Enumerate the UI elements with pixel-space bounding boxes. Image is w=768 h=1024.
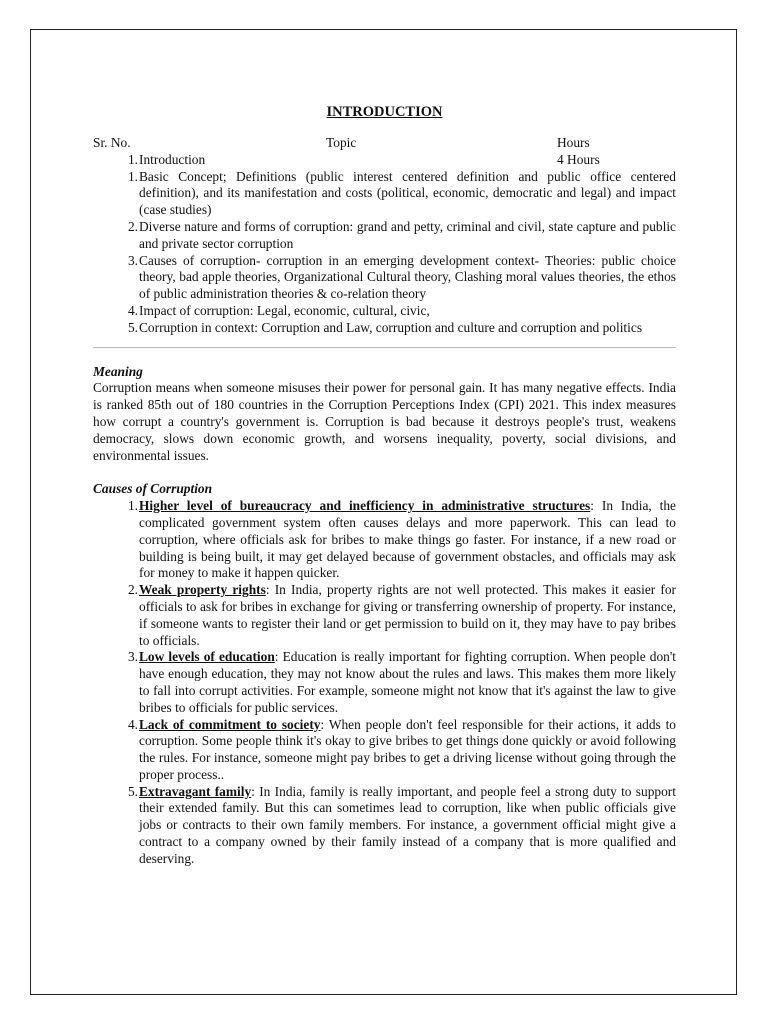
cause-item	[93, 582, 676, 649]
topic-row	[93, 152, 676, 169]
header-hours: Hours	[557, 134, 590, 150]
topic-hours: 4 Hours	[557, 151, 600, 167]
cause-number: 5.	[127, 783, 138, 799]
cause-body	[139, 649, 676, 716]
topics-table-body	[93, 152, 676, 337]
topic-number: 1.	[127, 168, 138, 184]
topics-table-header	[93, 135, 676, 152]
meaning-heading: Meaning	[93, 363, 143, 379]
cause-number: 1.	[127, 498, 138, 514]
topic-number: 2.	[127, 218, 138, 234]
cause-number: 4.	[127, 716, 138, 732]
cause-number: 2.	[127, 582, 138, 598]
topic-row	[93, 169, 676, 219]
page-content	[93, 104, 676, 868]
topic-number: 5.	[127, 319, 138, 335]
section-divider	[93, 347, 676, 348]
causes-list	[93, 498, 676, 868]
header-sr-no: Sr. No.	[93, 134, 131, 150]
cause-body	[139, 498, 676, 582]
document-title: INTRODUCTION	[326, 104, 443, 120]
cause-body	[139, 717, 676, 784]
cause-item	[93, 498, 676, 582]
cause-item	[93, 784, 676, 868]
cause-number: 3.	[127, 649, 138, 665]
topic-text: Basic Concept; Definitions (public interest centered definition and public office centered definition), and its manifestation and costs (political, economic, democratic and legal) and impact (case studies)	[139, 168, 676, 218]
cause-title: Lack of commitment to society	[139, 716, 321, 732]
cause-text: : Education is really important for fighting corruption. When people don't have enough education, they may not know about the rules and laws. This makes them more likely to fall into corrupt activities. For example, someone might not know that it's against the law to give bribes to officials for public services.	[139, 649, 677, 715]
cause-text: : In India, the complicated government system often causes delays and more paperwork. This can lead to corruption, where officials ask for bribes to make things go faster. For instance, if a new road or building is being built, it may get delayed because of government obstacles, and officials may ask for money to make it happen quicker.	[139, 498, 676, 581]
header-topic: Topic	[326, 134, 357, 150]
topic-number: 4.	[127, 302, 138, 318]
topic-row	[93, 253, 676, 303]
cause-title: Weak property rights	[139, 582, 266, 598]
cause-title: Extravagant family	[139, 783, 252, 799]
meaning-paragraph: Corruption means when someone misuses their power for personal gain. It has many negative effects. India is ranked 85th out of 180 countries in the Corruption Perceptions Index (CPI) 2021. This index measures how corrupt a country's government is. Corruption is bad because it destroys people's trust, weakens democracy, slows down economic growth, and worsens inequality, poverty, social divisions, and environmental issues.	[93, 380, 676, 463]
topic-row	[93, 303, 676, 320]
cause-text: : When people don't feel responsible for their actions, it adds to corruption. Some people think it's okay to give bribes to get things done quickly or avoid following the rules. For instance, someone might pay bribes to get a driving license without going through the proper process..	[139, 716, 676, 782]
cause-item	[93, 717, 676, 784]
cause-item	[93, 649, 676, 716]
cause-text: : In India, property rights are not well protected. This makes it easier for officials to ask for bribes in exchange for giving or transferring ownership of property. For instance, if someone wants to register their land or get permission to build on it, they may have to pay bribes to officials.	[139, 582, 676, 648]
topic-number: 1.	[127, 151, 138, 167]
causes-heading: Causes of Corruption	[93, 481, 213, 497]
topic-row	[93, 219, 676, 253]
topic-text: Introduction	[139, 151, 206, 167]
topic-number: 3.	[127, 252, 138, 268]
topic-text: Causes of corruption- corruption in an emerging development context- Theories: public choice theory, bad apple theories, Organizational Cultural theory, Clashing moral values theories, the ethos of public administration theories & co-relation theory	[139, 252, 676, 302]
cause-title: Low levels of education	[139, 649, 275, 665]
topic-text: Corruption in context: Corruption and Law, corruption and culture and corruption and politics	[139, 319, 643, 335]
document-page	[30, 29, 737, 995]
cause-text: : In India, family is really important, and people feel a strong duty to support their extended family. But this can sometimes lead to corruption, like when public officials give jobs or contracts to their own family members. For instance, a government official might give a contract to a company owned by their family instead of a company that is more qualified and deserving.	[139, 783, 676, 866]
topic-text: Diverse nature and forms of corruption: grand and petty, criminal and civil, state capture and public and private sector corruption	[139, 218, 676, 251]
cause-body	[139, 784, 676, 868]
topic-text: Impact of corruption: Legal, economic, cultural, civic,	[139, 302, 430, 318]
topic-row	[93, 320, 676, 337]
cause-body	[139, 582, 676, 649]
cause-title: Higher level of bureaucracy and inefficiency in administrative structures	[139, 498, 591, 514]
